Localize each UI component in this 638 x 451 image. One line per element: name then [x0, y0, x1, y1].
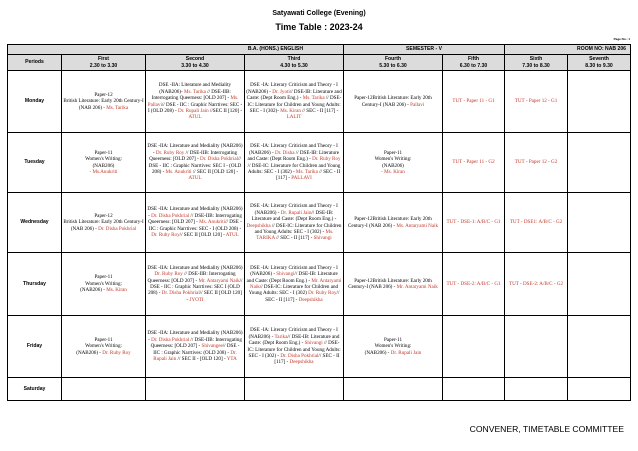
- course-text: Paper-11: [383, 336, 403, 343]
- teacher-name: Dr. Disha Pokhrial: [161, 290, 200, 297]
- period-name: Fourth: [384, 56, 402, 63]
- course-text: // DSE-IC: Literature for Children and Young Adults: SEC - I (302): [248, 284, 339, 297]
- course-text: DSE -IA: Literary Criticism and Theory - I (NAB206) -: [250, 264, 338, 278]
- class-cell: [568, 378, 631, 401]
- class-cell: [344, 193, 443, 253]
- class-cell: [245, 316, 344, 378]
- teacher-name: Dr. Disha: [274, 149, 295, 156]
- course-text: Paper-12: [354, 277, 373, 284]
- period-name: Fifth: [467, 56, 480, 63]
- class-cell: [443, 378, 505, 401]
- class-cell: [505, 316, 568, 378]
- teacher-name: Shivangi: [313, 235, 332, 242]
- teacher-name: Mr. Antaryami Naik: [198, 277, 240, 284]
- class-cell: [245, 253, 344, 316]
- page-number: Page No.: 1: [613, 37, 630, 41]
- period-header: [245, 55, 344, 71]
- teacher-name: Dr. Disha Pokhrial: [98, 225, 137, 232]
- period-time: 3.30 to 4.30: [181, 62, 209, 69]
- teacher-name: Shivangi: [276, 271, 295, 278]
- course-text: // SEC II [OLD 120] -: [186, 290, 242, 303]
- teacher-name: TUT - Paper 11 - G2: [452, 159, 495, 166]
- day-row: [8, 378, 631, 401]
- course-text: // DSE - IIC : Graphic Narrtives: (OLD 208) -: [153, 343, 240, 356]
- period-header: [146, 55, 245, 71]
- class-cell: [568, 316, 631, 378]
- course-text: // SEC II - [OLD 120] -: [176, 356, 227, 363]
- course-text: DSE -IA: Literary Criticism and Theory - I (NAB206) -: [248, 327, 338, 340]
- class-cell: [62, 71, 146, 133]
- teacher-name: Dr. Rupali Jain: [177, 107, 209, 114]
- period-time: 4.30 to 5.30: [280, 62, 308, 69]
- teacher-name: TUT - DSE-2: A/B/C - G1: [446, 280, 501, 287]
- class-cell: [245, 133, 344, 193]
- course-text: DSE -IIA: Literature and Mediality (NAB206) -: [147, 330, 243, 343]
- teacher-name: Ms. Tarika: [302, 95, 325, 102]
- course-text: Women's Writing:: [85, 156, 122, 163]
- course-text: // DSE-IB: Literature and Caste: (Dept Room Eng.) -: [247, 149, 340, 163]
- teacher-name: Deepshikha: [246, 222, 271, 229]
- room-number: ROOM NO: NAB 206: [505, 45, 631, 55]
- course-text: DSE -IA: Literary Criticism and Theory - I (NAB206) -: [250, 203, 338, 216]
- class-cell: [505, 193, 568, 253]
- college-name: Satyawati College (Evening): [272, 10, 366, 17]
- day-label: Saturday: [8, 378, 62, 401]
- class-cell: [344, 316, 443, 378]
- teacher-name: Ms. Anukriti: [165, 168, 192, 175]
- course-text: (NAB206) -: [76, 349, 103, 356]
- period-header: [505, 55, 568, 71]
- period-name: Second: [185, 56, 205, 63]
- course-text: // SEC - II [117] -: [265, 290, 340, 303]
- teacher-name: Ms. Kiran: [106, 287, 127, 294]
- class-cell: [443, 316, 505, 378]
- course-text: // DSE-IC: Literature for Children and Young Adults: SEC - I (302)-: [247, 95, 342, 114]
- teacher-name: LALIT: [286, 114, 302, 121]
- course-text: // DSE-IC: Literature for Children and Young Adults: SEC - I (302) -: [254, 222, 342, 235]
- teacher-name: - Ms. Kiran: [381, 168, 405, 175]
- day-label: Wednesday: [8, 193, 62, 253]
- class-cell: [443, 253, 505, 316]
- course-text: DSE -IA: Literary Criticism and Theory - I (NAB206) -: [246, 82, 338, 95]
- teacher-name: Dr. Ruby Roy: [102, 349, 131, 356]
- period-time: 5.30 to 6.30: [379, 62, 407, 69]
- day-label: Thursday: [8, 253, 62, 316]
- day-label: Friday: [8, 316, 62, 378]
- course-text: Women's Writing:: [85, 280, 122, 287]
- teacher-name: ATUL: [225, 232, 239, 239]
- class-cell: [62, 316, 146, 378]
- course-name: B.A. (HONS.) ENGLISH: [8, 45, 344, 55]
- course-text: (NAB206): [92, 162, 115, 169]
- class-cell: [443, 193, 505, 253]
- class-cell: [344, 378, 443, 401]
- teacher-name: Shivangee: [201, 343, 223, 350]
- course-bar: [8, 45, 631, 55]
- timetable-body: [8, 71, 631, 401]
- teacher-name: Dr. Disha Pokhrial: [151, 336, 190, 343]
- teacher-name: Dr. Ruby Roy: [308, 290, 337, 297]
- period-time: 2.30 to 3.30: [89, 62, 118, 69]
- teacher-name: JYOTI: [189, 296, 204, 303]
- teacher-name: Ms. Anukriti: [199, 219, 226, 226]
- course-text: // SEC - II [117] -: [300, 107, 339, 114]
- class-cell: [245, 378, 344, 401]
- teacher-name: Dr. Jyoti: [272, 88, 290, 95]
- course-text: DSE -IA: Literary Criticism and Theory - I (NAB206) -: [248, 143, 338, 156]
- course-text: Paper-11: [94, 274, 113, 281]
- course-text: // DSE-IIB: Interrogating Queerness: [OLD 207] -: [147, 271, 236, 284]
- teacher-name: TUT - DSE-1: A/B/C - G1: [446, 219, 501, 226]
- teacher-name: - Ms.Anukriti: [89, 168, 118, 175]
- teacher-name: TUT - DSE-2: A/B/C - G2: [508, 280, 564, 287]
- course-text: (NAB 206) -: [70, 225, 99, 232]
- period-time: 8.30 to 9.30: [585, 62, 613, 69]
- timetable-title: Time Table : 2023-24: [275, 22, 363, 32]
- course-text: // DSE-IIB: Interrogating Queerness: [OLD 207] -: [150, 336, 242, 350]
- day-row: [8, 71, 631, 133]
- course-text: Women's Writing:: [374, 156, 412, 163]
- class-cell: [443, 133, 505, 193]
- course-text: // DSE-IC: Literature for Children and Young Adults: SEC - I (302) -: [247, 162, 341, 175]
- period-header: [568, 55, 631, 71]
- class-cell: [505, 71, 568, 133]
- course-text: British Literature: Early 20th Century-I (NAB 206) -: [347, 216, 432, 229]
- course-text: Women's Writing:: [85, 343, 122, 350]
- day-row: [8, 253, 631, 316]
- teacher-name: Shivangi: [304, 340, 323, 347]
- teacher-name: TUT - Paper 11 - G1: [452, 98, 495, 105]
- day-row: [8, 193, 631, 253]
- teacher-name: Mr. Antaryami Naik: [396, 284, 438, 290]
- timetable: [7, 44, 631, 401]
- teacher-name: Ms. Tarika: [106, 104, 129, 111]
- teacher-name: Ms. Kiran: [280, 107, 301, 114]
- day-row: [8, 316, 631, 378]
- course-text: // SEC II [OLD 120] -: [179, 232, 226, 239]
- teacher-name: PALLAVI: [291, 175, 312, 182]
- course-text: (NAB206) -: [80, 287, 107, 294]
- course-text: // DSE-IIB: Interrogating Queerness: [OLD 207] -: [151, 88, 231, 102]
- period-name: Sixth: [529, 56, 543, 63]
- course-text: British Literature: Early 20th Century-I (NAB 206) -: [348, 277, 432, 290]
- period-header: [344, 55, 443, 71]
- course-text: // DSE-IB: Literature and Caste: (Dept Room Eng.) -: [246, 271, 338, 284]
- teacher-name: Dr. Disha Pokhrial: [280, 352, 319, 359]
- class-cell: [568, 253, 631, 316]
- course-text: Paper-12: [94, 91, 113, 98]
- teacher-name: Dr. Disha Pokhrial: [200, 156, 239, 163]
- class-cell: [568, 71, 631, 133]
- course-text: DSE -IIA: Literature and Mediality (NAB206)-: [158, 82, 232, 95]
- class-cell: [146, 316, 245, 378]
- course-text: // DSE-IB: Literature and Caste: (Dept Room Eng.) -: [248, 333, 340, 347]
- teacher-name: Mr. Antaryami Naik: [249, 277, 342, 290]
- course-text: British Literature: Early 20th Century-I: [63, 98, 144, 105]
- day-label: Tuesday: [8, 133, 62, 193]
- course-text: // DSE-IIB: Interrogating Queerness: [OLD 207] -: [148, 212, 242, 226]
- day-row: [8, 133, 631, 193]
- class-cell: [146, 133, 245, 193]
- course-text: British Literature: Early 20th Century-I (NAB 206) -: [361, 95, 432, 108]
- semester-label: SEMESTER - V: [344, 45, 505, 55]
- class-cell: [245, 193, 344, 253]
- periods-header-row: [8, 55, 631, 71]
- course-text: // DSE - IIC : Graphic Narrtives: SEC - I (OLD 208) -: [148, 219, 242, 232]
- class-cell: [62, 378, 146, 401]
- course-text: // SEC II [OLD 120] -: [191, 168, 239, 175]
- course-text: (NAB206) -: [364, 349, 391, 356]
- course-text: Paper-11: [383, 149, 403, 156]
- class-cell: [505, 253, 568, 316]
- teacher-name: YTA: [226, 356, 237, 363]
- course-text: // DSE - IIC : Graphic Narrtives: SEC - I (OLD 208) -: [147, 101, 243, 114]
- class-cell: [62, 193, 146, 253]
- day-label: Monday: [8, 71, 62, 133]
- class-cell: [146, 253, 245, 316]
- teacher-name: Dr. Ruby Roy: [155, 149, 185, 156]
- course-text: Paper-11: [94, 149, 113, 156]
- period-time: 7.30 to 8.30: [522, 62, 550, 69]
- teacher-name: TUT - DSE1: A/B/C - G2: [509, 219, 563, 226]
- class-cell: [146, 193, 245, 253]
- course-text: Paper-12: [354, 95, 373, 102]
- class-cell: [245, 71, 344, 133]
- teacher-name: ATUL: [188, 175, 202, 182]
- course-text: Paper-12: [94, 212, 113, 219]
- course-text: // SEC - II [117] -: [276, 168, 341, 182]
- course-text: (NAB 206) -: [78, 104, 107, 111]
- class-cell: [568, 133, 631, 193]
- period-header: [62, 55, 146, 71]
- course-text: (NAB206): [382, 162, 404, 169]
- course-text: DSE -IIA: Literature and Mediality (NAB206) -: [147, 206, 243, 219]
- course-text: Paper-11: [94, 336, 113, 343]
- course-text: // DSE-IB: Literature and Caste: (Dept Room Eng.) -: [251, 209, 337, 223]
- class-cell: [146, 378, 245, 401]
- period-header: [443, 55, 505, 71]
- course-text: // DSE - IIC : Graphic Narrtives: SEC I (OLD 208) -: [148, 277, 243, 297]
- teacher-name: Deepshikha: [298, 296, 323, 303]
- class-cell: [505, 133, 568, 193]
- class-cell: [344, 71, 443, 133]
- class-cell: [62, 253, 146, 316]
- teacher-name: Ms. Tarika: [295, 168, 318, 175]
- course-text: Women's Writing:: [374, 343, 412, 350]
- periods-label: Periods: [8, 55, 62, 71]
- class-cell: [146, 71, 245, 133]
- course-text: DSE -IIA: Literature and Mediality (NAB206) -: [147, 143, 243, 156]
- period-time: 6.30 to 7.30: [459, 62, 488, 69]
- teacher-name: ATUL: [188, 114, 202, 121]
- footer-signature: CONVENER, TIMETABLE COMMITTEE: [469, 424, 624, 434]
- class-cell: [505, 378, 568, 401]
- course-text: // DSE - IIC : Graphic Narrtives: SEC I - (OLD 208) -: [148, 156, 242, 175]
- course-text: DSE -IIA: Literature and Mediality (NAB206): [147, 264, 243, 271]
- class-cell: [344, 253, 443, 316]
- teacher-name: Dr. Rupali Jain: [153, 349, 237, 363]
- teacher-name: Ms. Pallavi: [147, 95, 239, 108]
- teacher-name: Deepshikha: [289, 359, 314, 366]
- teacher-name: Pallavi: [410, 101, 425, 108]
- course-text: British Literature: Early 20th Century-I: [63, 219, 144, 226]
- teacher-name: Tarika: [274, 333, 288, 340]
- teacher-name: Dr. Rupali Jain: [390, 349, 422, 356]
- class-cell: [568, 193, 631, 253]
- teacher-name: Dr. Ruby Roy: [151, 232, 180, 239]
- class-cell: [344, 133, 443, 193]
- course-text: // SEC - II [117] -: [274, 235, 314, 242]
- period-name: Seventh: [589, 56, 609, 63]
- teacher-name: Dr. Rupali Jain: [280, 209, 312, 216]
- teacher-name: TUT - Paper 12 - G1: [514, 98, 558, 105]
- course-text: Paper-12: [354, 216, 373, 223]
- teacher-name: TUT - Paper 12 - G2: [514, 159, 558, 166]
- course-text: // SEC - II [117] -: [274, 352, 340, 366]
- teacher-name: Dr. Ruby Roy: [312, 156, 341, 163]
- class-cell: [62, 133, 146, 193]
- class-cell: [443, 71, 505, 133]
- teacher-name: Ms. TARIKA: [256, 228, 334, 242]
- teacher-name: Ms. Antaryami Naik: [396, 222, 439, 229]
- course-text: // DSE-IIB: Interrogating Queerness: [OLD 207] -: [149, 149, 238, 163]
- period-name: Third: [287, 56, 301, 63]
- teacher-name: Dr. Ruby Roy: [154, 271, 183, 278]
- teacher-name: Dr. Disha Pokhrial: [151, 212, 190, 219]
- course-text: // DSE-IB: Literature and Caste: (Dept Room Eng.) -: [246, 88, 342, 102]
- course-text: // DSE-IC: Literature for Children and Young Adults: SEC - I (302) -: [247, 340, 341, 359]
- course-text: //SEC II [120] -: [208, 107, 243, 114]
- period-name: First: [97, 56, 110, 63]
- teacher-name: Ms. Tarika: [183, 88, 206, 95]
